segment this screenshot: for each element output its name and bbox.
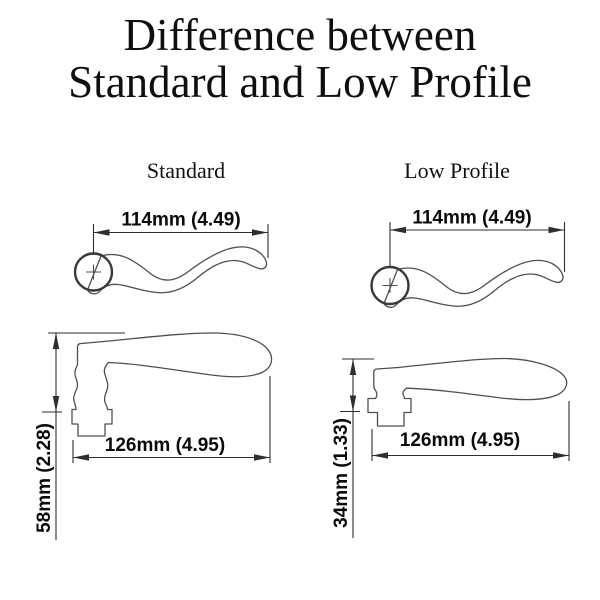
standard-top-width-label: 114mm (4.49) <box>121 209 241 231</box>
low-profile-height-label: 34mm (1.33) <box>331 418 352 528</box>
arrowhead-right-icon <box>549 227 565 233</box>
arrowhead-left-icon <box>372 452 388 458</box>
low-profile-handle-side-outline <box>368 359 567 427</box>
arrowhead-right-icon <box>553 452 569 458</box>
low-profile-lever-top-outline <box>384 260 563 307</box>
arrowhead-up-icon <box>53 333 59 349</box>
arrowhead-right-icon <box>254 454 270 460</box>
column-header-low-profile: Low Profile <box>404 158 510 183</box>
low-profile-lever-top-drawing <box>372 260 564 307</box>
arrowhead-down-icon <box>53 396 59 412</box>
arrowhead-down-icon <box>350 396 356 412</box>
arrowhead-up-icon <box>350 359 356 375</box>
standard-height-label: 58mm (2.28) <box>34 423 55 533</box>
standard-side-view <box>34 333 272 540</box>
column-header-standard: Standard <box>146 158 226 183</box>
page-title-line1: Difference between <box>123 10 477 60</box>
arrowhead-left-icon <box>73 454 89 460</box>
standard-length-label: 126mm (4.95) <box>104 435 226 456</box>
low-profile-top-view <box>372 208 565 308</box>
low-profile-side-view <box>331 359 569 539</box>
low-profile-length-label: 126mm (4.95) <box>399 430 521 451</box>
arrowhead-left-icon <box>390 227 406 233</box>
low-profile-top-width-label: 114mm (4.49) <box>412 207 532 229</box>
arrowhead-right-icon <box>252 229 268 235</box>
standard-lever-top-outline <box>88 247 267 294</box>
page-title-line2: Standard and Low Profile <box>68 57 532 107</box>
standard-top-view <box>75 210 268 294</box>
arrowhead-left-icon <box>94 229 110 235</box>
standard-handle-side-outline <box>72 333 272 436</box>
